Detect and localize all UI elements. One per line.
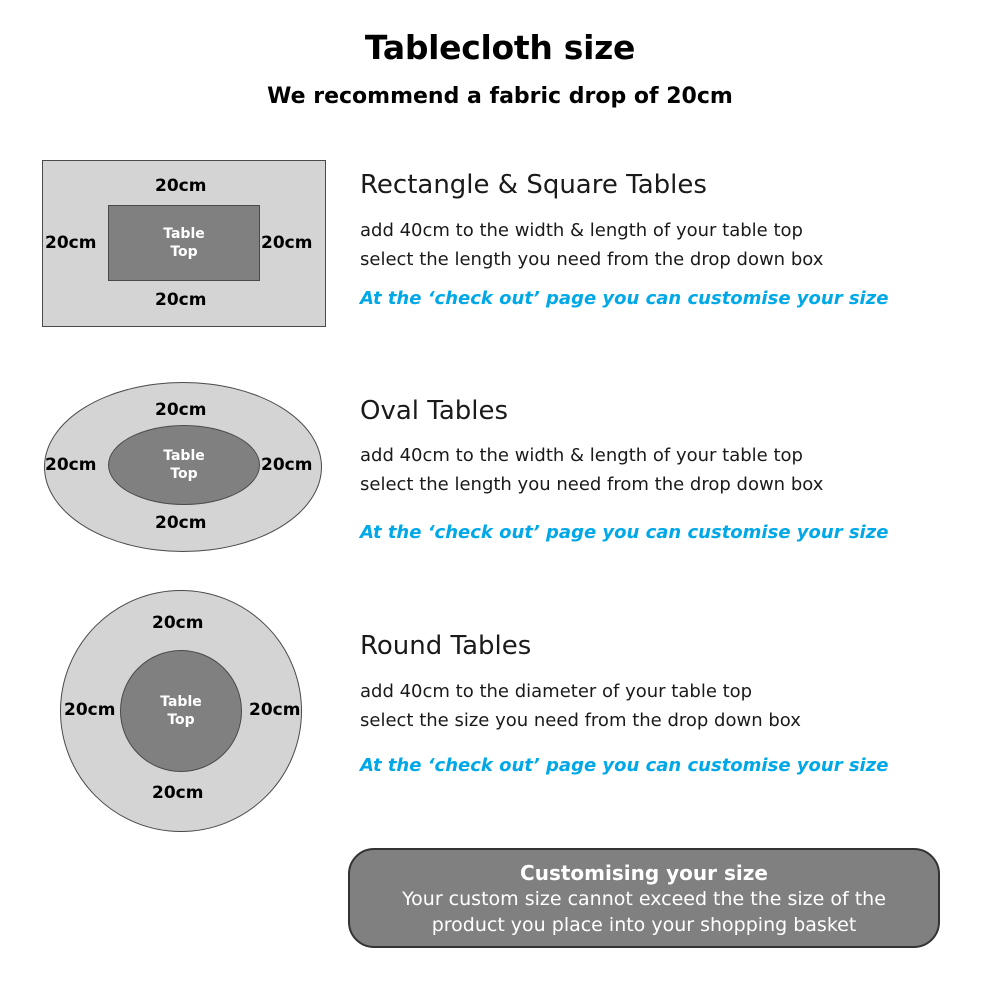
round-dim-bottom: 20cm (152, 783, 204, 803)
page-title: Tablecloth size (364, 28, 636, 67)
round-section-line1: add 40cm to the diameter of your table top (360, 681, 753, 702)
rectangle-section-line2: select the length you need from the drop down box (360, 249, 824, 270)
round-dim-left: 20cm (64, 700, 116, 720)
oval-dim-right: 20cm (261, 455, 313, 475)
table-top-label-line2: Top (170, 244, 198, 260)
round-dim-top: 20cm (152, 613, 204, 633)
round-section-heading: Round Tables (360, 631, 532, 661)
oval-section-line2: select the length you need from the drop down box (360, 474, 824, 495)
customising-size-box (348, 848, 940, 948)
oval-section-line1: add 40cm to the width & length of your table top (360, 445, 803, 466)
table-top-label-line2: Top (167, 712, 195, 728)
page-subtitle: We recommend a fabric drop of 20cm (267, 84, 733, 109)
rectangle-dim-top: 20cm (155, 176, 207, 196)
oval-dim-top: 20cm (155, 400, 207, 420)
oval-table-top (108, 425, 260, 505)
rectangle-section-heading: Rectangle & Square Tables (360, 170, 707, 200)
table-top-label-line1: Table (163, 448, 205, 464)
customising-size-line1: Your custom size cannot exceed the the size of the (402, 888, 886, 910)
rectangle-table-top (108, 205, 260, 281)
rectangle-section-line1: add 40cm to the width & length of your table top (360, 220, 803, 241)
oval-section-heading: Oval Tables (360, 396, 509, 426)
table-top-label-line1: Table (160, 694, 202, 710)
round-section-note: At the ‘check out’ page you can customise your size (360, 755, 889, 776)
round-table-top (120, 650, 242, 772)
round-section-line2: select the size you need from the drop down box (360, 710, 801, 731)
rectangle-dim-left: 20cm (45, 233, 97, 253)
customising-size-title: Customising your size (520, 861, 768, 885)
table-top-label-line1: Table (163, 226, 205, 242)
oval-dim-left: 20cm (45, 455, 97, 475)
table-top-label-line2: Top (170, 466, 198, 482)
oval-dim-bottom: 20cm (155, 513, 207, 533)
rectangle-dim-right: 20cm (261, 233, 313, 253)
rectangle-dim-bottom: 20cm (155, 290, 207, 310)
round-dim-right: 20cm (249, 700, 301, 720)
rectangle-section-note: At the ‘check out’ page you can customise your size (360, 288, 889, 309)
customising-size-line2: product you place into your shopping basket (431, 914, 857, 936)
oval-section-note: At the ‘check out’ page you can customise your size (360, 522, 889, 543)
